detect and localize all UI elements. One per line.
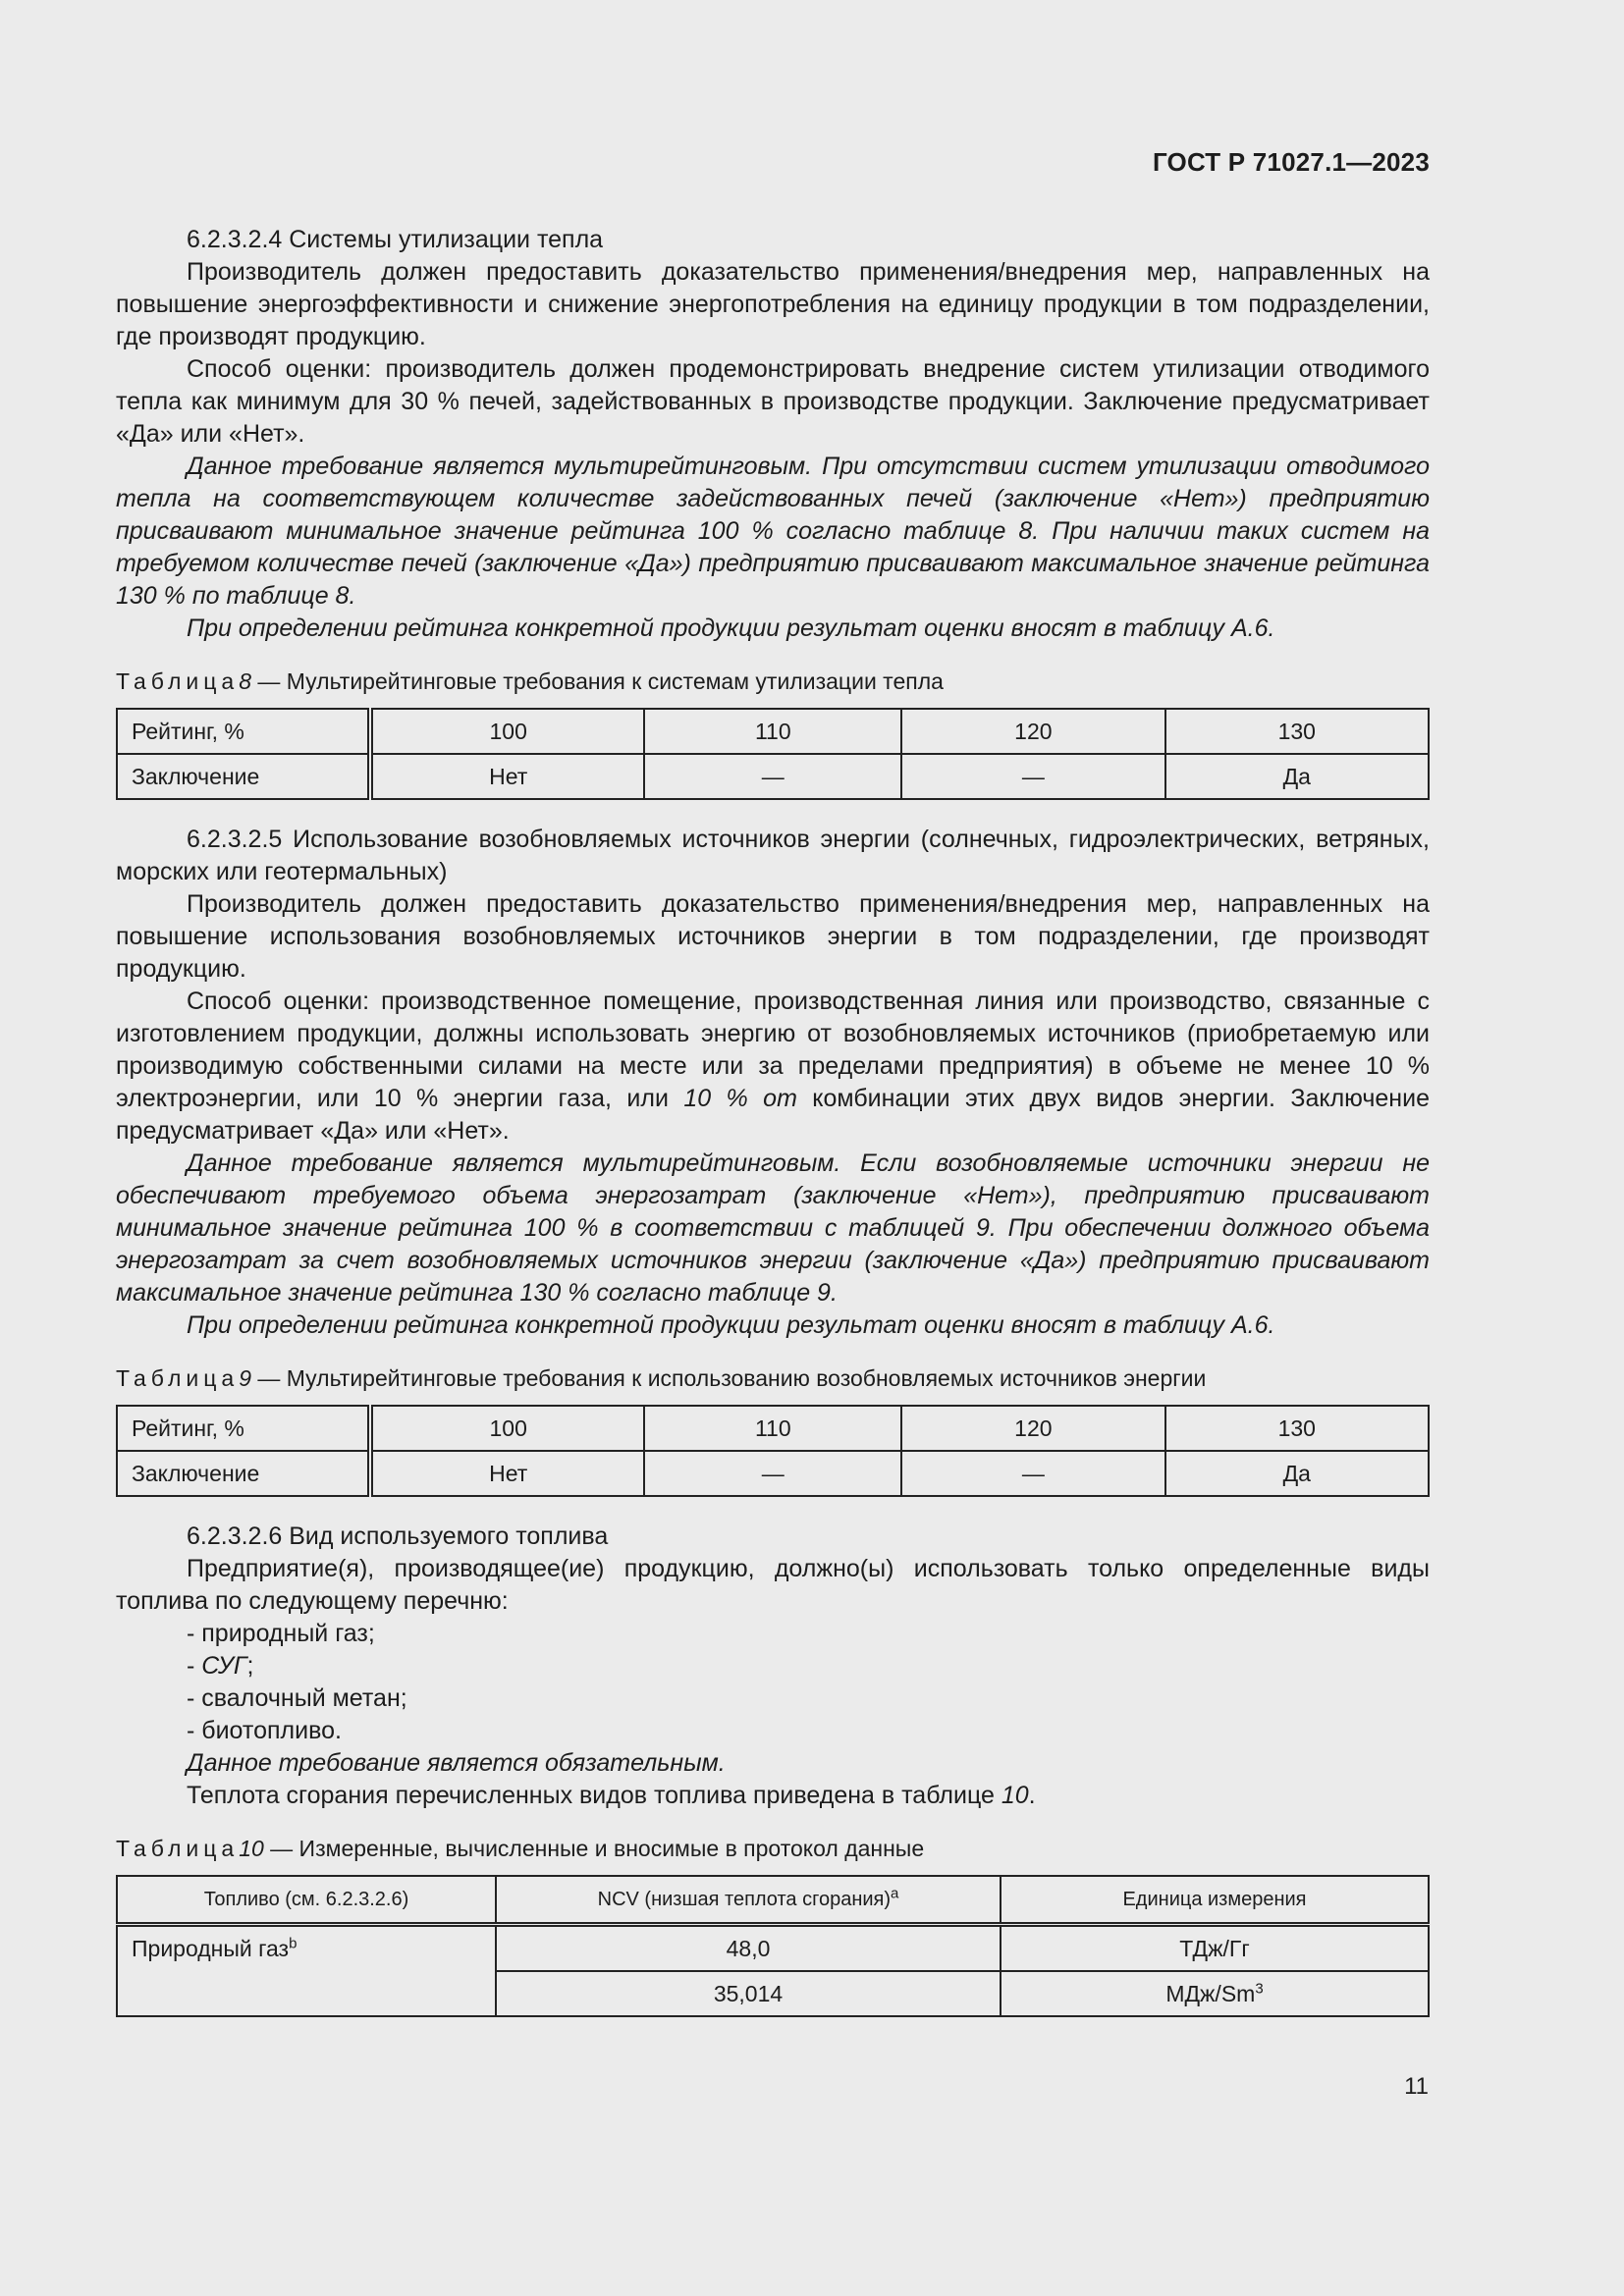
section-625-paragraph-4: При определении рейтинга конкретной продукции результат оценки вносят в таблицу А.6. <box>187 1311 1275 1339</box>
section-624-paragraph-3: Данное требование является мультирейтинговым. При отсутствии систем утилизации отводимого тепла на соответствующем количестве задействованных печей (заключение «Нет») предприятию присваивают минимальное значение рейтинга 100 % согласно таблице 8. При наличии таких систем на требуемом количестве печей (заключение «Да») предприятию присваивают максимальное значение рейтинга 130 % по таблице 8. <box>116 453 1430 610</box>
table-8-caption: Таблица8 — Мультирейтинговые требования к системам утилизации тепла <box>116 668 944 694</box>
table-cell: — <box>901 1451 1164 1496</box>
table-cell: — <box>644 1451 901 1496</box>
column-header-unit: Единица измерения <box>1001 1876 1429 1925</box>
table-9 <box>116 1405 1430 1497</box>
section-625-paragraph-3: Данное требование является мультирейтинговым. Если возобновляемые источники энергии не обеспечивают требуемого объема энергозатрат (заключение «Нет»), предприятию присваивают минимальное значение рейтинга 100 % в соответствии с таблицей 9. При обеспечении должного объема энергозатрат за счет возобновляемых источников энергии (заключение «Да») предприятию присваивают максимальное значение рейтинга 130 % согласно таблице 9. <box>116 1149 1430 1307</box>
table-cell-fuel: Природный газ$^b$ <box>117 1925 496 2017</box>
table-row <box>117 1406 1429 1451</box>
list-item: - СУГ; <box>187 1652 254 1680</box>
list-item: - свалочный метан; <box>187 1684 407 1712</box>
section-626-paragraph-2: Данное требование является обязательным. <box>187 1749 726 1777</box>
section-624-paragraph-1: Производитель должен предоставить доказательство применения/внедрения мер, направленных на повышение энергоэффективности и снижение энергопотребления на единицу продукции в том подразделении, где производят продукцию. <box>116 258 1430 350</box>
table-cell: 48,0 <box>496 1925 1001 1972</box>
table-cell: 130 <box>1165 709 1429 754</box>
table-10-caption: Таблица10 — Измеренные, вычисленные и вносимые в протокол данные <box>116 1836 925 1861</box>
table-cell: — <box>901 754 1164 799</box>
table-9-caption: Таблица9 — Мультирейтинговые требования к использованию возобновляемых источников энергии <box>116 1365 1207 1391</box>
table-cell: Нет <box>370 1451 644 1496</box>
page-number: 11 <box>1404 2073 1429 2100</box>
list-item: - природный газ; <box>187 1620 375 1647</box>
table-cell: Нет <box>370 754 644 799</box>
table-cell: 100 <box>370 709 644 754</box>
section-625-paragraph-1: Производитель должен предоставить доказательство применения/внедрения мер, направленных на повышение использования возобновляемых источников энергии в том подразделении, где производят продукцию. <box>116 890 1430 983</box>
section-626-paragraph-1: Предприятие(я), производящее(ие) продукцию, должно(ы) использовать только определенные виды топлива по следующему перечню: <box>116 1555 1430 1615</box>
table-header-row <box>117 1876 1429 1925</box>
table-cell: — <box>644 754 901 799</box>
table-cell: Да <box>1165 754 1429 799</box>
table-cell: ТДж/Гг <box>1001 1925 1429 1972</box>
page-content <box>116 224 1430 2017</box>
table-cell: 120 <box>901 1406 1164 1451</box>
table-cell: Рейтинг, % <box>117 709 370 754</box>
table-cell: Заключение <box>117 754 370 799</box>
section-624-paragraph-4: При определении рейтинга конкретной продукции результат оценки вносят в таблицу А.6. <box>187 614 1275 642</box>
table-cell: Заключение <box>117 1451 370 1496</box>
column-header-ncv: NCV (низшая теплота сгорания)$^a$ <box>496 1876 1001 1925</box>
table-cell: 110 <box>644 709 901 754</box>
section-625-title: 6.2.3.2.5 Использование возобновляемых источников энергии (солнечных, гидроэлектрических, ветряных, морских или геотермальных) <box>116 826 1430 885</box>
table-row <box>117 754 1429 799</box>
table-row <box>117 709 1429 754</box>
table-cell: Рейтинг, % <box>117 1406 370 1451</box>
table-cell: 130 <box>1165 1406 1429 1451</box>
table-10 <box>116 1875 1430 2017</box>
table-cell: МДж/Sm$^3$ <box>1001 1971 1429 2016</box>
table-cell: 100 <box>370 1406 644 1451</box>
column-header-fuel: Топливо (см. 6.2.3.2.6) <box>117 1876 496 1925</box>
document-code-header: ГОСТ Р 71027.1—2023 <box>1152 147 1430 177</box>
table-row <box>117 1451 1429 1496</box>
section-625-paragraph-2: Способ оценки: производственное помещение, производственная линия или производство, связанные с изготовлением продукции, должны использовать энергию от возобновляемых источников (приобретаемую или производимую собственными силами на месте или за пределами предприятия) в объеме не менее 10 % электроэнергии, или 10 % энергии газа, или 10 % от комбинации этих двух видов энергии. Заключение предусматривает «Да» или «Нет». <box>116 988 1430 1145</box>
table-cell: 110 <box>644 1406 901 1451</box>
table-cell: 120 <box>901 709 1164 754</box>
table-8 <box>116 708 1430 800</box>
list-item: - биотопливо. <box>187 1717 342 1744</box>
table-cell: Да <box>1165 1451 1429 1496</box>
section-626-title: 6.2.3.2.6 Вид используемого топлива <box>187 1522 609 1550</box>
section-624-paragraph-2: Способ оценки: производитель должен продемонстрировать внедрение систем утилизации отводимого тепла как минимум для 30 % печей, задействованных в производстве продукции. Заключение предусматривает «Да» или «Нет». <box>116 355 1430 448</box>
section-626-paragraph-3: Теплота сгорания перечисленных видов топлива приведена в таблице 10. <box>187 1782 1036 1809</box>
table-cell: 35,014 <box>496 1971 1001 2016</box>
section-624-title: 6.2.3.2.4 Системы утилизации тепла <box>187 226 604 253</box>
table-row <box>117 1925 1429 1972</box>
